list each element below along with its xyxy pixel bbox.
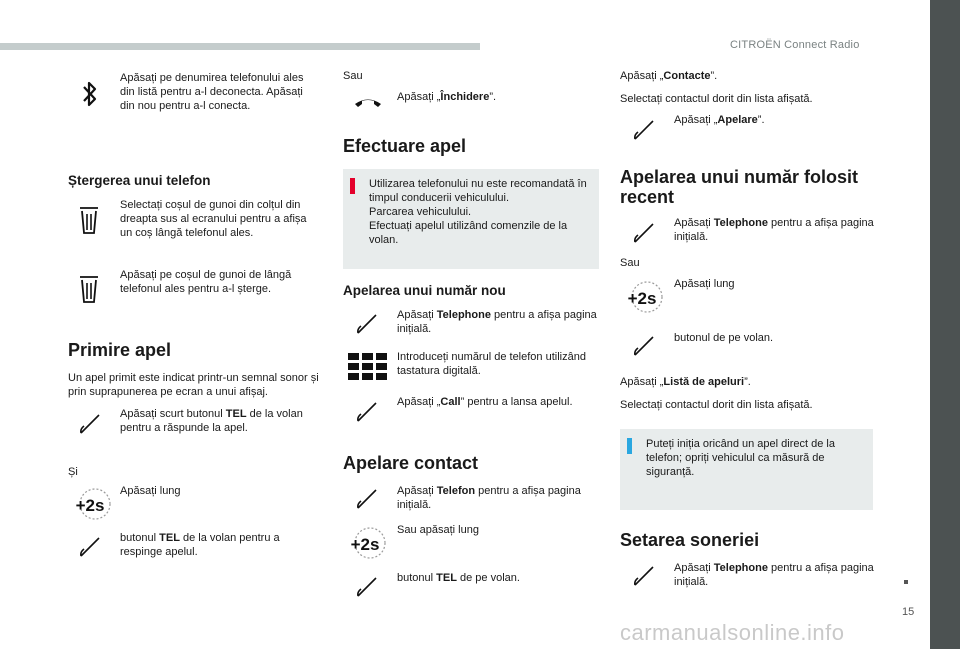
touch-finger-icon	[355, 312, 379, 336]
warning-box	[343, 169, 599, 269]
new-number-step-2: Introduceți numărul de telefon utilizând tastatura digitală.	[397, 351, 586, 377]
long-press-label: +2s	[350, 535, 380, 554]
delete-step-1: Selectați coșul de gunoi din colțul din dreapta sus al ecranului pentru a afișa un coș lângă telefonul ales.	[120, 199, 307, 239]
trash-icon	[77, 274, 101, 304]
recent-title: Apelarea unui număr folosit recent	[620, 167, 859, 207]
wheel-button-text: butonul de pe volan.	[674, 332, 774, 344]
bluetooth-text: Apăsați pe denumirea telefonului ales din listă pentru a-l deconecta. Apăsați din nou pentru a-l conecta.	[120, 72, 304, 112]
touch-finger-icon	[632, 564, 656, 588]
touch-finger-icon	[632, 118, 656, 142]
keypad-icon	[348, 353, 388, 381]
or-label: Sau	[620, 257, 640, 269]
long-press-2s-icon	[345, 526, 387, 560]
page-number: 15	[902, 606, 915, 618]
info-box	[620, 429, 873, 510]
receive-title: Primire apel	[68, 340, 172, 360]
touch-finger-icon	[355, 487, 379, 511]
long-press-label: +2s	[627, 289, 657, 308]
new-number-title: Apelarea unui număr nou	[343, 283, 506, 298]
warning-text: Utilizarea telefonului nu este recomandată în timpul conducerii vehiculului. Parcarea vehiculului. Efectuați apelul utilizând comenzile de la volan.	[369, 178, 587, 246]
continue-marker	[904, 580, 908, 584]
reject-text: butonul TEL de la volan pentru a respinge apelul.	[120, 532, 280, 558]
or-label: Și	[68, 466, 78, 478]
contact-step-2: Sau apăsați lung	[397, 524, 479, 536]
new-number-step-1: Apăsați Telephone pentru a afișa pagina inițială.	[397, 309, 597, 335]
long-press-2s-icon	[622, 280, 664, 314]
touch-finger-icon	[355, 575, 379, 599]
new-number-step-3: Apăsați „Call” pentru a lansa apelul.	[397, 396, 573, 408]
delete-title: Ștergerea unui telefon	[68, 173, 211, 188]
select-contact-text: Selectați contactul dorit din lista afișată.	[620, 93, 813, 105]
select-contact-text: Selectați contactul dorit din lista afișată.	[620, 399, 813, 411]
receive-intro: Un apel primit este indicat printr-un semnal sonor și prin suprapunerea pe ecran a unui afișaj.	[68, 372, 319, 398]
dial-text: Apăsați „Apelare”.	[674, 114, 765, 126]
ringtone-title: Setarea soneriei	[620, 530, 760, 550]
hang-up-icon	[353, 95, 383, 109]
long-press-label: +2s	[75, 496, 105, 515]
receive-step-1: Apăsați scurt butonul TEL de la volan pentru a răspunde la apel.	[120, 408, 303, 434]
watermark: carmanualsonline.info	[620, 620, 845, 645]
brand-label: CITROËN Connect Radio	[730, 39, 860, 51]
long-press-2s-icon	[70, 487, 112, 521]
touch-finger-icon	[632, 334, 656, 358]
trash-icon	[77, 205, 101, 235]
contact-step-1: Apăsați Telefon pentru a afișa pagina inițială.	[397, 485, 581, 511]
contact-call-title: Apelare contact	[343, 453, 479, 473]
warning-icon	[350, 178, 355, 194]
side-band	[930, 0, 960, 649]
make-call-title: Efectuare apel	[343, 136, 467, 156]
touch-finger-icon	[78, 535, 102, 559]
long-press-text: Apăsați lung	[674, 278, 735, 290]
touch-finger-icon	[355, 400, 379, 424]
recent-step-1: Apăsați Telephone pentru a afișa pagina inițială.	[674, 217, 874, 243]
info-text: Puteți iniția oricând un apel direct de la telefon; opriți vehiculul ca măsură de siguranță.	[646, 438, 835, 478]
or-label: Sau	[343, 70, 363, 82]
contact-step-3: butonul TEL de pe volan.	[397, 572, 520, 584]
header-bar	[0, 43, 480, 50]
call-list-text: Apăsați „Listă de apeluri”.	[620, 376, 751, 388]
touch-finger-icon	[632, 221, 656, 245]
delete-step-2: Apăsați pe coșul de gunoi de lângă telefonul ales pentru a-l șterge.	[120, 269, 292, 295]
ringtone-step-1: Apăsați Telephone pentru a afișa pagina inițială.	[674, 562, 874, 588]
touch-finger-icon	[78, 412, 102, 436]
info-icon	[627, 438, 632, 454]
long-press-text: Apăsați lung	[120, 485, 181, 497]
close-call-text: Apăsați „Închidere”.	[397, 91, 497, 103]
contacts-text: Apăsați „Contacte”.	[620, 70, 718, 82]
bluetooth-icon	[80, 78, 100, 110]
